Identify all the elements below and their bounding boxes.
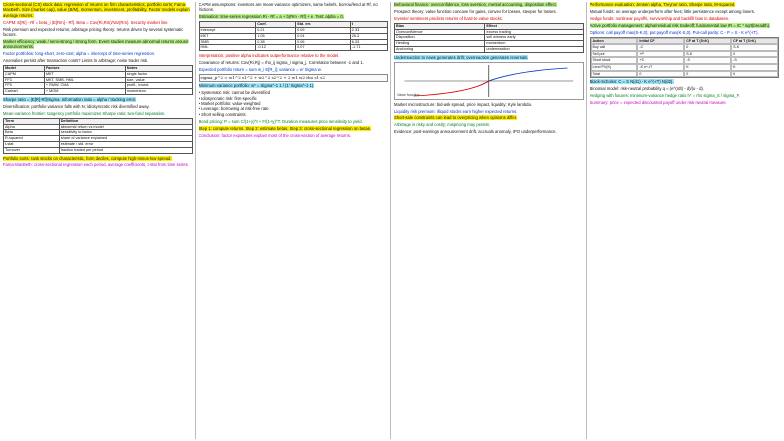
paragraph: Summary: price = expected discounted payoff under risk-neutral measure. (589, 99, 727, 105)
paragraph: Anomalies persist after transaction costs? Limits to arbitrage; noise trader risk. (3, 58, 149, 64)
bias-table (394, 23, 584, 53)
paragraph (3, 156, 193, 161)
table-cell: -0.12 (256, 45, 296, 51)
paragraph (199, 14, 389, 19)
value-function-figure (394, 62, 584, 100)
highlighted-text: Cross-sectional (CS) stock data: regression of returns on firm characteristics; portfolio sorts; Fama-MacBeth. Size (market cap), value (B/M), momentum, investment, profitability. Factor models explain average returns. (3, 2, 190, 18)
table-cell: size, value (125, 77, 192, 83)
table-row (395, 46, 584, 52)
table-cell: Turnover (4, 147, 60, 153)
table-cell: fraction traded per period (59, 147, 192, 153)
table-cell: CAPM (4, 71, 45, 77)
bullet-list (199, 90, 389, 117)
table-cell: estimate / std. error (59, 141, 192, 147)
value-function-chart (395, 63, 583, 99)
table-cell: FF5 (4, 83, 45, 89)
spreadsheet-header-cell: Action (591, 38, 638, 45)
spreadsheet-cell: Short stock (591, 57, 638, 64)
highlighted-text: Performance evaluation: Jensen alpha, Treynor ratio, Sharpe ratio, M-squared. (589, 2, 736, 7)
paragraph: Arbitrage is risky and costly; mispricing may persist. (394, 122, 490, 128)
paragraph (199, 83, 389, 88)
spreadsheet-table (590, 37, 780, 79)
table-cell: 0.04 (296, 33, 351, 39)
spreadsheet-cell: -C (637, 44, 684, 51)
list-item-text: Leverage: borrowing at risk-free rate (201, 106, 269, 112)
table-cell: Carhart (4, 89, 45, 95)
highlighted-text: Minimum-variance portfolio: w* = Sigma^-1 1 / (1' Sigma^-1 1). (198, 83, 315, 89)
list-item: • Systematic risk: cannot be diversified (198, 90, 271, 96)
highlighted-text: Portfolio sorts: rank stocks on characteristic, form deciles, compute high-minus-low spread. (3, 155, 172, 161)
table-header-cell: Bias (395, 23, 485, 29)
table-row (199, 45, 388, 51)
list-item-text: Idiosyncratic risk: firm-specific (201, 95, 257, 101)
loss-curve (414, 81, 489, 96)
column-3 (394, 2, 587, 439)
paragraph (394, 55, 584, 60)
highlighted-text: Underreaction to news generates drift; overreaction generates reversals. (394, 54, 529, 60)
highlighted-text: Behavioral finance: overconfidence, loss aversion, mental accounting, disposition effect. (394, 2, 557, 7)
table-cell: 0.21 (256, 28, 296, 34)
paragraph (199, 126, 389, 131)
table-header-cell: Factors (44, 66, 125, 72)
table-header-cell: t (350, 22, 387, 28)
spreadsheet-row (591, 51, 779, 58)
table-row (4, 89, 193, 95)
spreadsheet-row (591, 64, 779, 71)
list-item-text: Market portfolio: value-weighted (201, 101, 261, 107)
paragraph: Binomial model: risk-neutral probability q = (e^(rdt) - d)/(u - d). (589, 86, 704, 91)
table-cell: profit., invest. (125, 83, 192, 89)
paragraph (3, 39, 193, 50)
table-cell: share of variance explained (59, 136, 192, 142)
paragraph: Factor portfolios: long-short, zero-cost; alpha = intercept of time-series regression. (3, 51, 156, 57)
paragraph (3, 97, 193, 102)
spreadsheet-cell: K (731, 64, 778, 71)
list-item: • Short selling constraints (198, 111, 246, 117)
regression-table (199, 21, 389, 51)
table-cell: sell winners early (485, 35, 583, 41)
spreadsheet-cell: Lend PV(K) (591, 64, 638, 71)
table-cell: excess trading (485, 29, 583, 35)
paragraph: Investor sentiment predicts returns of hard-to-value stocks. (394, 15, 503, 21)
spreadsheet-cell: Total (591, 71, 638, 78)
column-4 (590, 2, 782, 439)
spreadsheet-header-cell: CF at T (S>K) (731, 38, 778, 45)
spreadsheet-cell: 0 (637, 71, 684, 78)
table-cell: 1.05 (256, 33, 296, 39)
spreadsheet-row (591, 71, 779, 78)
paragraph: Liquidity risk premium: illiquid stocks earn higher expected returns. (394, 108, 518, 114)
table-cell: Herding (395, 41, 485, 47)
formula-box: sigma_p^2 = w1^2 s1^2 + w2^2 s2^2 + 2 w1 w2 rho s1 s2 (199, 74, 389, 82)
table-cell: abnormal return vs model (59, 124, 192, 130)
paragraph: Mutual funds: on average underperform after fees; little persistence except among losers. (589, 8, 755, 14)
paragraph: Expected portfolio return = sum w_i E[R_i]; variance = w' Sigma w. (198, 67, 322, 73)
table-cell: 0.06 (296, 39, 351, 45)
column-1 (3, 2, 196, 439)
table-cell: Disposition (395, 35, 485, 41)
table-cell: MKT (199, 33, 256, 39)
paragraph: CAPM assumptions: investors are mean-variance optimizers, same beliefs, borrow/lend at Rf, no frictions. (198, 2, 378, 13)
table-cell: underreaction (485, 46, 583, 52)
spreadsheet-cell: 0 (684, 44, 731, 51)
paragraph: Options: call payoff max(S-K,0); put payoff max(K-S,0). Put-call parity: C - P = S - K e^(-rT). (589, 29, 759, 35)
factor-model-table (3, 65, 193, 95)
table-header-cell: Model (4, 66, 45, 72)
table-cell: SMB (199, 39, 256, 45)
table-cell: sensitivity to factor (59, 130, 192, 136)
paragraph: CAPM: E[Ri] - Rf = beta_i (E[Rm] - Rf). Beta = Cov(Ri,Rm)/Var(Rm). Security market line. (3, 19, 169, 25)
paragraph (394, 115, 584, 120)
list-item-text: Short selling constraints (201, 111, 246, 117)
paragraph: Conclusion: factor exposures explain most of the cross-section of average returns. (198, 132, 351, 138)
table-header-cell: Coef. (256, 22, 296, 28)
highlighted-text: Black-Scholes: C = S N(d1) - K e^(-rT) N(d2). (589, 79, 674, 85)
definitions-table (3, 118, 193, 154)
highlighted-text: Market efficiency: weak / semi-strong / strong form. Event studies measure abnormal returns around announcements. (3, 38, 189, 50)
list-item: • Leverage: borrowing at risk-free rate (198, 106, 269, 112)
table-cell: 6.33 (350, 39, 387, 45)
paragraph: Hedging with futures: minimum-variance hedge ratio h* = rho sigma_S / sigma_F. (589, 92, 740, 98)
highlighted-text: Active portfolio management: alpha/residual risk tradeoff; fundamental law IR = IC * sqrt(breadth). (589, 22, 771, 28)
table-header-cell: Term (4, 118, 60, 124)
spreadsheet-cell: Sell put (591, 51, 638, 58)
paragraph: Fama-MacBeth: cross-sectional regression each period, average coefficients, t-stat from time series. (3, 162, 189, 168)
spreadsheet-header-row (591, 38, 779, 45)
spreadsheet-cell: +P (637, 51, 684, 58)
table-header-cell: Effect (485, 23, 583, 29)
table-cell: t-stat (4, 141, 60, 147)
table-cell: Anchoring (395, 46, 485, 52)
paragraph (394, 2, 584, 7)
table-cell: -1.71 (350, 45, 387, 51)
table-header-cell: Notes (125, 66, 192, 72)
list-item: • Idiosyncratic risk: firm-specific (198, 95, 257, 101)
spreadsheet-row (591, 44, 779, 51)
spreadsheet-cell: -S (684, 57, 731, 64)
table-cell: momentum (125, 89, 192, 95)
paragraph: Prospect theory: value function concave for gains, convex for losses, steeper for losses. (394, 8, 557, 14)
table-cell: 0.07 (296, 45, 351, 51)
spreadsheet-cell: 0 (731, 71, 778, 78)
paragraph: Market microstructure: bid-ask spread, price impact, liquidity; Kyle lambda. (394, 101, 533, 107)
table-cell: MKT (44, 71, 125, 77)
paragraph: Diversification: portfolio variance falls with N; idiosyncratic risk diversified away. (3, 103, 150, 109)
spreadsheet-cell: K (684, 64, 731, 71)
spreadsheet-cell: +S (637, 57, 684, 64)
figure-caption: Value function (397, 93, 420, 98)
table-cell: Alpha (4, 124, 60, 130)
table-cell: single factor (125, 71, 192, 77)
paragraph: Mean-variance frontier: tangency portfolio maximizes Sharpe ratio; two-fund separation. (3, 110, 166, 116)
spreadsheet-header-cell: CF at T (S<K) (684, 38, 731, 45)
highlighted-text: Estimation: time-series regression Ri - Rf = a + b(Rm - Rf) + e. Test: alpha = 0. (198, 14, 344, 20)
paragraph: Interpretation: positive alpha indicates outperformance relative to the model. (198, 53, 340, 59)
spreadsheet-cell: -S (731, 57, 778, 64)
table-cell: 0.09 (296, 28, 351, 34)
paragraph (590, 79, 780, 84)
paragraph: Bond pricing: P = sum C/(1+y)^t + F/(1+y)^T. Duration measures price sensitivity to yield. (198, 118, 363, 124)
gain-curve (489, 68, 568, 81)
highlighted-text: Short-sale constraints can lead to overpricing when opinions differ. (394, 115, 518, 121)
spreadsheet-header-cell: Initial CF (637, 38, 684, 45)
list-item: • Market portfolio: value-weighted (198, 101, 261, 107)
table-cell: 2.33 (350, 28, 387, 34)
list-item-text: Systematic risk: cannot be diversified (201, 90, 271, 96)
table-cell: R-squared (4, 136, 60, 142)
table-cell: Beta (4, 130, 60, 136)
table-cell: + RMW, CMA (44, 83, 125, 89)
paragraph (590, 2, 780, 7)
table-cell: Intercept (199, 28, 256, 34)
paragraph: Evidence: post-earnings announcement drift, accruals anomaly, IPO underperformance. (394, 129, 557, 135)
spreadsheet-row (591, 57, 779, 64)
table-cell: 0.38 (256, 39, 296, 45)
table-cell: momentum (485, 41, 583, 47)
column-2 (199, 2, 392, 439)
table-cell: + MOM (44, 89, 125, 95)
spreadsheet-cell: S-K (731, 44, 778, 51)
highlighted-text: Step 1: compute returns. Step 2: estimate betas. Step 3: cross-sectional regression on betas. (198, 125, 371, 131)
paragraph: Covariance of returns: Cov(Ri,Rj) = rho_ij sigma_i sigma_j. Correlation between -1 and 1. (198, 60, 364, 66)
spreadsheet-cell: 0 (684, 71, 731, 78)
table-header-cell: Definition (59, 118, 192, 124)
spreadsheet-cell: 0 (731, 51, 778, 58)
table-cell: 26.3 (350, 33, 387, 39)
table-cell: FF3 (4, 77, 45, 83)
paragraph: Risk premium and expected returns; arbitrage pricing theory: returns driven by several systematic factors. (3, 26, 184, 38)
table-row (4, 147, 193, 153)
highlighted-text: Sharpe ratio = (E[R]-Rf)/sigma. Information ratio = alpha / tracking error. (3, 97, 137, 103)
spreadsheet-cell: Buy call (591, 44, 638, 51)
paragraph (590, 23, 780, 28)
table-cell: Overconfidence (395, 29, 485, 35)
table-header-cell: Std. err. (296, 22, 351, 28)
paragraph (3, 2, 193, 18)
paragraph: Hedge funds: nonlinear payoffs, survivorship and backfill bias in databases. (589, 15, 730, 21)
spreadsheet-cell: -K e^-rT (637, 64, 684, 71)
spreadsheet-cell: S-K (684, 51, 731, 58)
table-cell: MKT, SMB, HML (44, 77, 125, 83)
table-cell: HML (199, 45, 256, 51)
